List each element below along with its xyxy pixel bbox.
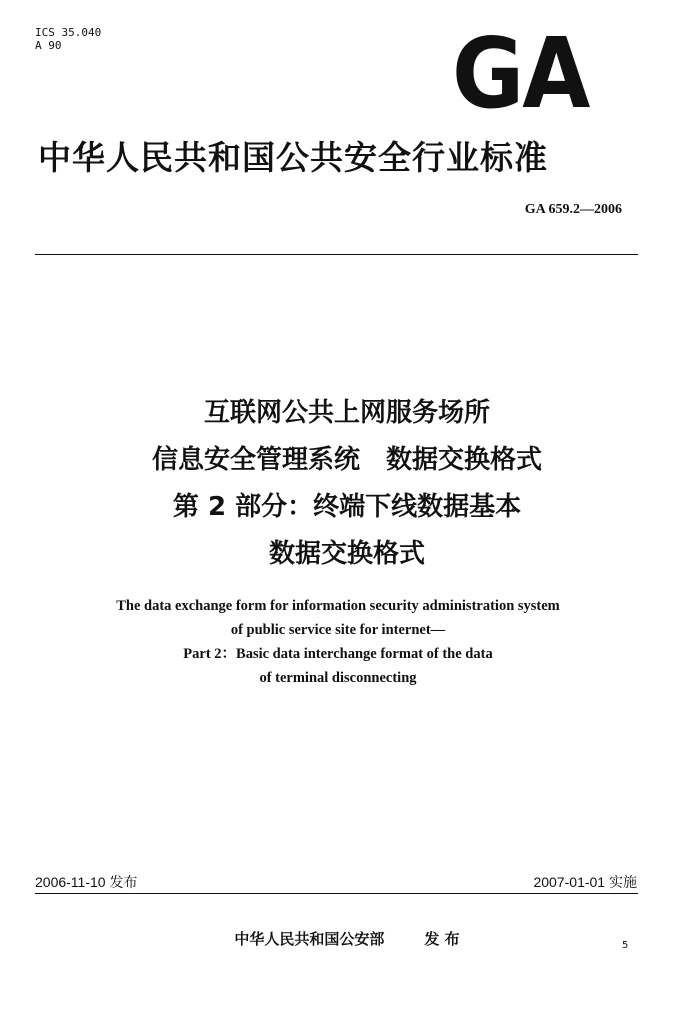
chinese-title-line: 数据交换格式 [268,539,425,569]
english-title-line: of terminal disconnecting [259,670,417,686]
english-title-line: The data exchange form for information security administration system [116,598,560,614]
standard-number: GA 659.2—2006 [524,202,622,217]
english-title [0,594,676,690]
top-divider [35,254,638,255]
standard-category-title: 中华人民共和国公共安全行业标准 [38,138,548,177]
publisher-line [0,928,694,949]
bottom-divider [35,893,638,894]
publisher-name: 中华人民共和国公安部 [234,930,385,948]
issue-date: 2006-11-10 发布 [35,874,138,890]
ga-logo: GA [452,16,589,131]
class-code: A 90 [35,39,62,52]
page-number: 5 [622,940,629,951]
ics-code: ICS 35.040 [35,26,102,39]
publisher-action: 发 布 [424,930,460,948]
chinese-title-line: 信息安全管理系统 数据交换格式 [151,445,542,475]
chinese-title-line: 互联网公共上网服务场所 [203,398,490,428]
chinese-title [0,390,694,578]
classification-codes [35,26,101,52]
implement-date: 2007-01-01 实施 [533,874,637,890]
english-title-line: Part 2：Basic data interchange format of the data [183,646,493,662]
chinese-title-line: 第 2 部分：终端下线数据基本 [172,492,522,522]
english-title-line: of public service site for internet— [230,622,446,638]
